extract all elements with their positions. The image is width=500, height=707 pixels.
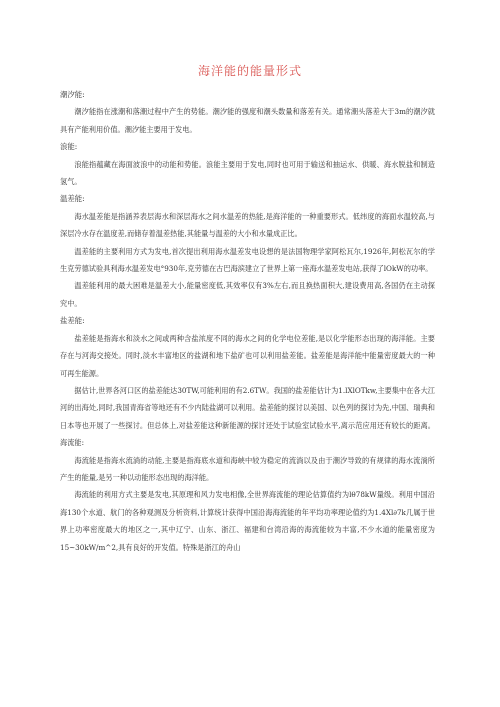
paragraph-wave-1: 浪能指蕴藏在海面波浪中的动能和势能。浪能主要用于发电,同时也可用于输送和抽运水、供暖、海水脱盐和制造氢气。 [60,159,435,187]
paragraph-salinity-2: 据估计,世界各河口区的盐差能达30TW,可能利用的有2.6TW。我国的盐差能估计为1.lXlOTkw,主要集中在各大江河的出海处,同时,我国青海省等地还有不少内陆盐湖可以利用。盐差能的探讨以美国、以色列的探讨为先,中国、瑞典和日本等也开展了一些探讨。但总体上,对盐差能这种新能源的探讨还处于试验室试验水平,离示范应用还有较长的距离。海流能: [60,385,435,448]
page-title: 海洋能的能量形式 [197,64,302,78]
section-heading-thermal: 温差能: [60,194,85,204]
document-body [60,86,435,556]
paragraph-thermal-3: 温差能利用的最大困难是温差大小,能量密度低,其效率仅有3%左右,而且换热面积大,建设费用高,各国仍在主动探究中。 [60,281,435,308]
paragraph-current-1: 海流能是指海水流淌的动能,主要是指海底水道和海峡中较为稳定的流淌以及由于潮汐导致的有规律的海水流淌所产生的能量,是另一种以动能形态出现的海洋能。 [60,455,435,482]
paragraph-thermal-2: 温差能的主要利用方式为发电,首次提出利用海水温差发电设想的是法国物理学家阿松瓦尔,1926年,阿松瓦尔的学生克劳德试验具利海水温差发电°930年,克劳德在古巴海滨建立了世界上第一座海水温差发电站,获得了lOkW的功率。 [60,246,435,274]
paragraph-thermal-1: 海水温差能是指涵养表层海水和深层海水之间水温差的热能,是海洋能的一种重要形式。低纬度的海面水温较高,与深层冷水存在温度差,而储存着温差热能,其能量与温差的大小和水量成正比。 [60,211,435,239]
section-heading-wave: 浪能: [60,142,78,152]
section-heading-tidal: 潮汐能: [60,90,85,99]
paragraph-current-2: 海流能的利用方式主要是发电,其原理和风力发电相像,全世界海流能的理论估算值约为lθ78kW量级。利用中国沿海130个水道、航门的各种观测及分析资料,计算统计获得中国沿海海流能的年平均功率理论值约为1.4Xl∂7k几属于世界上功率密度最大的地区之一,其中辽宁、山东、浙江、福建和台湾沿海的海流能较为丰富,不少水道的能量密度为15~30kW/m^2,具有良好的开发值。特殊是浙江的舟山 [60,490,435,552]
paragraph-tidal-1: 潮汐能指在涨潮和落潮过程中产生的势能。潮汐能的强度和潮头数量和落差有关。通常潮头落差大于3m的潮汐就具有产能利用价值。潮汐能主要用于发电。 [60,107,435,134]
paragraph-salinity-1: 盐差能是指海水和淡水之间或两种含盐浓度不同的海水之间的化学电位差能,是以化学能形态出现的海洋能。主要存在与河海交接处。同时,淡水丰富地区的盐湖和地下盐矿也可以利用盐差能。盐差能是海洋能中能量密度最大的一种可再生能源。 [60,333,435,378]
section-heading-salinity: 盐差能: [60,316,85,326]
